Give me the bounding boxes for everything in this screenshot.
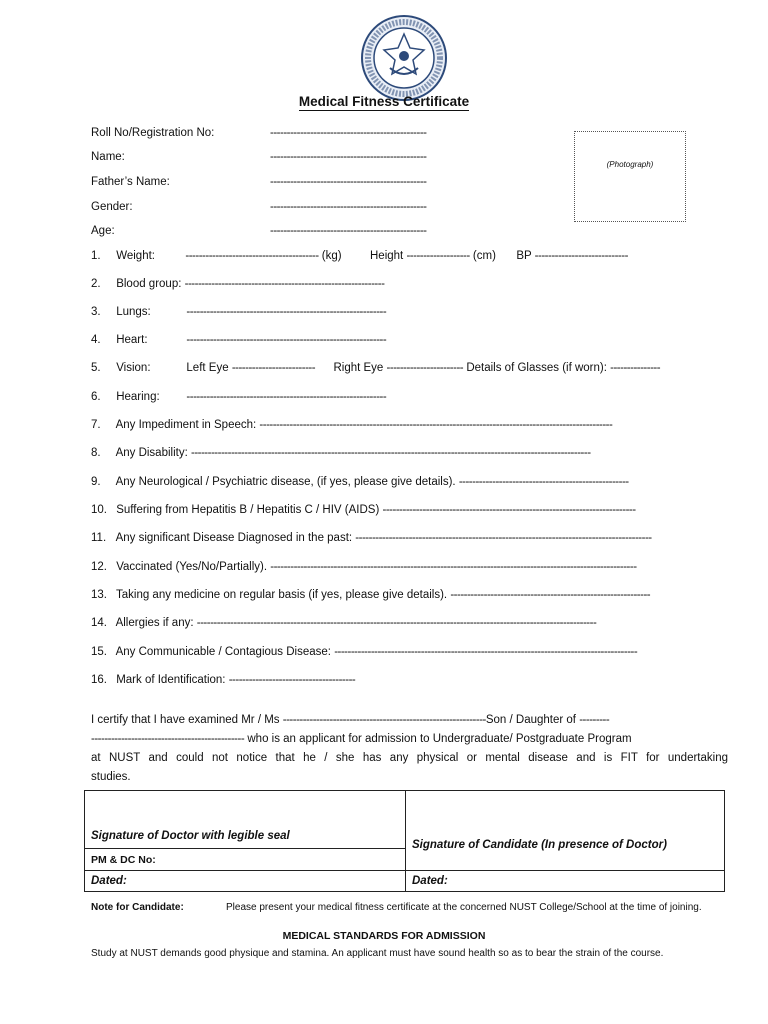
item-number: 12. [91, 561, 107, 573]
nust-seal-logo [360, 14, 448, 102]
item-speech-impediment[interactable] [91, 418, 719, 432]
medical-standards-text: Study at NUST demands good physique and stamina. An applicant must have sound health so as to bear the strain of the course. [91, 948, 664, 959]
page-title: Medical Fitness Certificate [298, 94, 470, 109]
neurological-label: Any Neurological / Psychiatric disease, (if yes, please give details). [115, 476, 456, 488]
candidate-signature-cell[interactable] [406, 791, 725, 871]
examinee-name-blank[interactable]: ------------------------------------------------------------- [282, 714, 486, 726]
candidate-date-cell[interactable] [406, 871, 725, 892]
candidate-note [91, 902, 728, 914]
father-name-blank: ----------------------------------------------- [270, 176, 427, 188]
speech-impediment-label: Any Impediment in Speech: [115, 419, 257, 431]
gender-label: Gender: [91, 201, 133, 213]
note-text: Please present your medical fitness certificate at the concerned NUST College/School at the time of joining. [226, 902, 702, 913]
item-blood-group[interactable] [91, 277, 384, 291]
weight-label: Weight: [116, 250, 155, 262]
disability-blank: ------------------------------------------------------------------------------------------------------------------------ [190, 447, 591, 459]
certify-line-3: at NUST and could not notice that he / she has any physical or mental disease and is FIT for undertaking [91, 752, 728, 764]
hearing-blank: ------------------------------------------------------------ [186, 391, 387, 403]
identification-label: Mark of Identification: [116, 674, 226, 686]
vaccinated-blank: -------------------------------------------------------------------------------------------------------------- [270, 561, 637, 573]
item-number: 3. [91, 306, 101, 318]
item-hepatitis-hiv[interactable] [91, 503, 720, 517]
item-number: 15. [91, 646, 107, 658]
item-hearing[interactable] [91, 390, 386, 404]
item-allergies[interactable] [91, 616, 717, 630]
doctor-dated-label: Dated: [91, 875, 127, 887]
past-disease-label: Any significant Disease Diagnosed in the past: [115, 532, 353, 544]
medical-standards-heading: MEDICAL STANDARDS FOR ADMISSION [282, 930, 486, 942]
item-number: 16. [91, 674, 107, 686]
past-disease-blank: ----------------------------------------------------------------------------------------- [355, 532, 652, 544]
height-blank: ------------------- [406, 250, 470, 262]
hepatitis-label: Suffering from Hepatitis B / Hepatitis C / HIV (AIDS) [116, 504, 380, 516]
left-eye-label: Left Eye [186, 362, 229, 374]
photograph-box[interactable] [574, 131, 686, 222]
certify-examined-text: I certify that I have examined Mr / Ms [91, 714, 280, 726]
item-number: 13. [91, 589, 107, 601]
item-communicable-disease[interactable] [91, 645, 719, 659]
certify-line-1 [91, 711, 728, 730]
disability-label: Any Disability: [115, 447, 188, 459]
lungs-label: Lungs: [116, 306, 151, 318]
item-regular-medicine[interactable] [91, 588, 720, 602]
glasses-label: Details of Glasses (if worn): [466, 362, 607, 374]
item-weight-height-bp[interactable] [91, 249, 628, 263]
photograph-label: (Photograph) [606, 160, 654, 169]
item-lungs[interactable] [91, 305, 386, 319]
blood-group-blank: ------------------------------------------------------------ [184, 278, 385, 290]
vaccinated-label: Vaccinated (Yes/No/Partially). [116, 561, 268, 573]
item-disability[interactable] [91, 446, 715, 460]
item-number: 9. [91, 476, 101, 488]
certify-line-4: studies. [91, 771, 131, 783]
roll-number-label: Roll No/Registration No: [91, 127, 215, 139]
weight-unit: (kg) [321, 250, 342, 262]
lungs-blank: ------------------------------------------------------------ [186, 306, 387, 318]
item-identification-mark[interactable] [91, 673, 355, 687]
roll-number-blank: ----------------------------------------------- [270, 127, 427, 139]
item-vision[interactable] [91, 361, 660, 375]
item-number: 2. [91, 278, 101, 290]
bp-label: BP [516, 250, 532, 262]
allergies-blank: ------------------------------------------------------------------------------------------------------------------------ [196, 617, 597, 629]
vision-label: Vision: [116, 362, 151, 374]
item-number: 8. [91, 447, 101, 459]
medicine-label: Taking any medicine on regular basis (if yes, please give details). [116, 589, 448, 601]
item-neurological-disease[interactable] [91, 475, 717, 489]
item-number: 6. [91, 391, 101, 403]
right-eye-label: Right Eye [333, 362, 384, 374]
age-label: Age: [91, 225, 115, 237]
item-number: 10. [91, 504, 107, 516]
communicable-label: Any Communicable / Contagious Disease: [115, 646, 331, 658]
signature-table [84, 790, 725, 892]
left-eye-blank: ------------------------- [231, 362, 316, 374]
father-name-label: Father’s Name: [91, 176, 170, 188]
pmdc-cell[interactable] [85, 849, 406, 871]
neurological-blank: --------------------------------------------------- [458, 476, 629, 488]
gender-blank: ----------------------------------------------- [270, 201, 427, 213]
item-heart[interactable] [91, 333, 386, 347]
item-number: 14. [91, 617, 107, 629]
parent-name-blank[interactable]: ---------------------------------------------- [91, 733, 245, 745]
item-number: 1. [91, 250, 101, 262]
item-number: 5. [91, 362, 101, 374]
height-label: Height [370, 250, 404, 262]
bp-blank: ---------------------------- [534, 250, 628, 262]
note-label: Note for Candidate: [91, 902, 184, 913]
weight-blank: ---------------------------------------- [185, 250, 319, 262]
communicable-blank: ------------------------------------------------------------------------------------------- [334, 646, 638, 658]
hearing-label: Hearing: [116, 391, 160, 403]
heart-label: Heart: [116, 334, 148, 346]
identification-blank: -------------------------------------- [228, 674, 356, 686]
applicant-text: who is an applicant for admission to Undergraduate/ Postgraduate Program [247, 733, 632, 745]
certification-statement [91, 711, 728, 787]
certify-line-2 [91, 730, 728, 749]
height-unit: (cm) [472, 250, 496, 262]
parent-name-blank-start[interactable]: --------- [579, 714, 610, 726]
age-blank: ----------------------------------------------- [270, 225, 427, 237]
item-number: 11. [91, 532, 107, 544]
name-label: Name: [91, 151, 125, 163]
glasses-blank: --------------- [610, 362, 661, 374]
allergies-label: Allergies if any: [115, 617, 194, 629]
item-number: 7. [91, 419, 101, 431]
pmdc-label: PM & DC No: [91, 853, 156, 866]
right-eye-blank: ----------------------- [386, 362, 464, 374]
hepatitis-blank: ---------------------------------------------------------------------------- [382, 504, 636, 516]
blood-group-label: Blood group: [116, 278, 182, 290]
name-blank: ----------------------------------------------- [270, 151, 427, 163]
item-vaccinated[interactable] [91, 560, 724, 574]
doctor-signature-cell[interactable] [85, 791, 406, 849]
medicine-blank: ------------------------------------------------------------ [450, 589, 651, 601]
speech-impediment-blank: ---------------------------------------------------------------------------------------------------------- [259, 419, 613, 431]
doctor-date-cell[interactable] [85, 871, 406, 892]
candidate-dated-label: Dated: [412, 875, 448, 887]
candidate-signature-label: Signature of Candidate (In presence of Doctor) [412, 838, 667, 851]
item-number: 4. [91, 334, 101, 346]
item-past-disease[interactable] [91, 531, 718, 545]
heart-blank: ------------------------------------------------------------ [186, 334, 387, 346]
doctor-signature-label: Signature of Doctor with legible seal [91, 830, 290, 842]
son-daughter-text: Son / Daughter of [485, 714, 577, 726]
